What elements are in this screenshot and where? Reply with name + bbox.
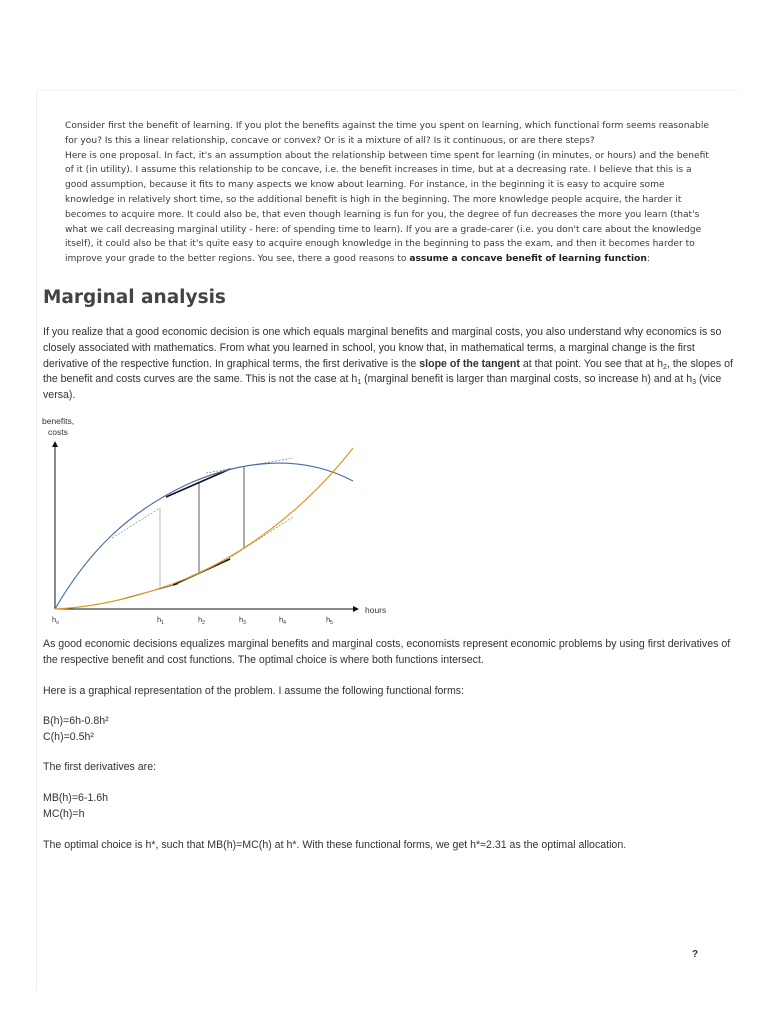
cost-curve	[55, 448, 353, 609]
functional-forms	[43, 714, 733, 746]
tangent-benefit-h1-dashed	[112, 508, 160, 538]
y-axis-label-2: costs	[48, 427, 68, 437]
tangent-cost-h3	[220, 517, 293, 564]
marginal-benefit-function: MB(h)=6-1.6h	[43, 792, 109, 804]
x-axis-label: hours	[365, 605, 387, 615]
benefit-cost-graph	[38, 412, 398, 630]
tick-h1: $h_1$	[157, 615, 164, 626]
derivatives-intro: The first derivatives are:	[43, 761, 157, 773]
decisions-paragraph: As good economic decisions equalizes marginal benefits and marginal costs, economists represent economic problems by using first derivatives of the respective benefit and cost functions. The optimal choice is where both functions intersect.	[43, 638, 731, 666]
tangent-benefit-h2	[166, 469, 230, 497]
graphical-paragraph: Here is a graphical representation of the problem. I assume the following functional forms:	[43, 685, 465, 697]
intro-paragraph-2: Here is one proposal. In fact, it's an assumption about the relationship between time spent for learning (in minutes, or hours) and the benefit of it (in utility). I assume this relationship to be concave, i.e. the benefit increases in time, but at a decreasing rate. I believe that this is a good assumption, because it fits to many aspects we know about learning. For instance, in the beginning it is easy to acquire some knowledge in relatively short time, so the additional benefit is high in the beginning. The more knowledge people acquire, the harder it becomes to acquire more. It could also be, that even though learning is fun for you, the degree of fun decreases the more you learn (that's what we call decreasing marginal utility - here: of spending time to learn). If you are a grade-carer (i.e. you don't care about the knowledge itself), it could also be that it's quite easy to acquire enough knowledge in the beginning to pass the exam, and then it becomes harder to improve your grade to the better regions. You see, there a good reasons to assume a concave benefit of learning function:	[65, 150, 709, 265]
benefit-function: B(h)=6h-0.8h²	[43, 715, 109, 727]
marginal-paragraph: If you realize that a good economic decision is one which equals marginal benefits and marginal costs, you also understand why economics is so closely associated with mathematics. From what you learned in school, you know that, in mathematical terms, a marginal change is the first derivative of the respective function. In graphical terms, the first derivative is the slope of the tangent at that point. You see that at $h_2$, the slopes of the benefit and costs curves are the same. This is not the case at $h_1$ (marginal benefit is larger than marginal costs, so increase h) and at $h_3$ (vice versa).	[43, 326, 733, 402]
y-axis-label-1: benefits,	[42, 416, 75, 426]
cost-function: C(h)=0.5h²	[43, 730, 94, 743]
concave-emphasis: assume a concave benefit of learning function	[409, 254, 647, 265]
tick-h5: $h_5$	[326, 615, 333, 626]
tick-h4: $h_4$	[279, 615, 286, 626]
tick-h0: $h_o$	[52, 615, 59, 626]
derivatives	[43, 791, 733, 823]
intro-text	[65, 119, 715, 267]
tick-h3: $h_3$	[239, 615, 246, 626]
help-button[interactable]: ?	[692, 949, 699, 960]
section-heading: Marginal analysis	[43, 287, 226, 308]
benefit-curve	[55, 463, 353, 609]
tick-h2: $h_2$	[198, 615, 205, 626]
slope-emphasis: slope of the tangent	[419, 357, 520, 370]
optimal-paragraph: The optimal choice is h*, such that MB(h)=MC(h) at h*. With these functional forms, we get h*≈2.31 as the optimal allocation.	[43, 839, 627, 851]
intro-paragraph-1: Consider first the benefit of learning. If you plot the benefits against the time you spent on learning, which functional form seems reasonable for you? Is this a linear relationship, concave or convex? Or is it a mixture of all? Is it continuous, or are there steps?	[65, 121, 709, 146]
marginal-cost-function: MC(h)=h	[43, 807, 85, 820]
